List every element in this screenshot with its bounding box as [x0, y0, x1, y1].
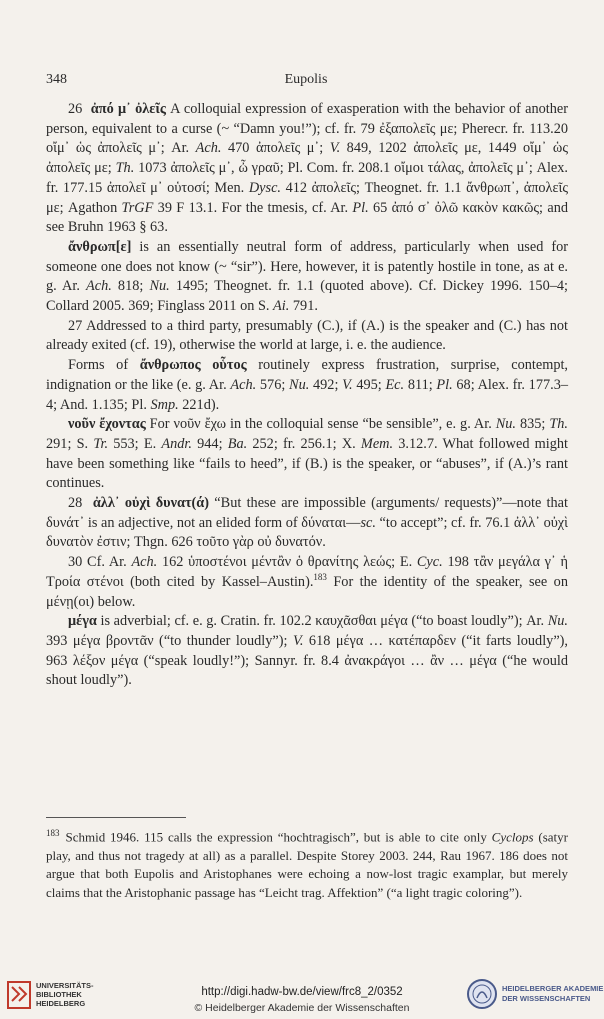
note-26: 26 ἀπό μ᾽ ὀλεῖς A colloquial expression of exasperation with the behavior of another person, equivalent to a curse (~ “Damn you!”); cf. fr. 79 ἐξαπολεῖς με; Pherecr. fr. 113.20 οἴμ᾽ ὡς ἀπολεῖς μ᾽; Ar. Ach. 470 ἀπολεῖς μ᾽; V. 849, 1202 ἀπολεῖς με, 1449 οἴμ᾽ ὡς ἀπολεῖς με; Th. 1073 ἀπολεῖς μ᾽, ὦ γραῦ; Pl. Com. fr. 208.1 οἴμοι τάλας, ἀπολεῖς μ᾽; Alex. fr. 177.15 ἀπολεῖ μ᾽ οὑτοσί; Men. Dysc. 412 ἀπολεῖς; Theognet. fr. 1.1 ἄνθρωπ᾽, ἀπολεῖς με; Agathon TrGF 39 F 13.1. For the tmesis, cf. Ar. Pl. 65 ἀπό σ᾽ ὀλῶ κακὸν κακῶς; and see Bruhn 1963 § 63.	[46, 101, 569, 236]
copyright: © Heidelberger Akademie der Wissenschaften	[194, 1002, 410, 1014]
lemma: ἀλλ᾽ οὐχὶ δυνατ(ά)	[92, 495, 210, 512]
lemma: νοῦν ἔχοντας	[68, 416, 146, 433]
note-28: 28 ἀλλ᾽ οὐχὶ δυνατ(ά) “But these are impossible (arguments/ requests)”—note that δυνάτ᾽ is an adjective, not an elided form of δύναται—sc. “to accept”; cf. fr. 76.1 ἀλλ᾽ οὐχὶ δυνατὸν ἐστιν; Thgn. 626 τοῦτο γὰρ οὐ δυνατόν.	[46, 495, 568, 551]
footnote-divider	[46, 817, 186, 818]
note-27: 27 Addressed to a third party, presumably (C.), if (A.) is the speaker and (C.) has not already exited (cf. 19), otherwise the world at large, i. e. the audience.	[46, 317, 568, 354]
note-anthropos: ἄνθρωπ[ε] is an essentially neutral form of address, particularly when used for someone one does not know (~ “sir”). Here, however, it is patently hostile in tone, as at e. g. Ar. Ach. 818; Nu. 1495; Theognet. fr. 1.1 (quoted above). Cf. Dickey 1996. 150–4; Collard 2005. 369; Finglass 2011 on S. Ai. 791.	[46, 238, 568, 315]
footnote-ref[interactable]: 183	[313, 572, 327, 583]
lemma: ἄνθρωπος οὗτος	[139, 357, 247, 374]
footnote-183: $^{183}$ Schmid 1946. 115 calls the expression “hochtragisch”, but is able to cite only Cyclops (satyr play, and thus not tragedy at all) as a parallel. Despite Storey 2003. 244, Rau 1967. 186 does not argue that both Eupolis and Aristophanes were echoing a now-lost tragic examplar, but merely claims that the Aristophanic passage has “Leicht trag. Affektion” (“a light tragic coloring”).	[46, 828, 568, 900]
lemma: ἀπό μ᾽ ὀλεῖς	[90, 101, 166, 117]
note-mega: μέγα is adverbial; cf. e. g. Cratin. fr. 102.2 καυχᾶσθαι μέγα (“to boast loudly”); Ar. Nu. 393 μέγα βροντᾶν (“to thunder loudly”); V. 618 μέγα … κατέπαρδεν (“it farts loudly”), 963 λέξον μέγα (“speak loudly!”); Sannyr. fr. 8.4 ἀνακράγοι … ἂν … μέγα (“he would shout loudly”).	[46, 613, 568, 689]
page-footer	[0, 975, 604, 1019]
university-library-name: UNIVERSITÄTS- BIBLIOTHEK HEIDELBERG	[36, 981, 94, 1008]
lemma: μέγα	[68, 613, 97, 630]
footnote-number: 183	[46, 828, 60, 838]
note-noun: νοῦν ἔχοντας For νοῦν ἔχω in the colloquial sense “be sensible”, e. g. Ar. Nu. 835; Th. 291; S. Tr. 553; E. Andr. 944; Ba. 252; fr. 256.1; X. Mem. 3.12.7. What followed might have been something like “fails to heed”, if (B.) is the speaker, or “abuses”, if (A.)’s rant continues.	[46, 416, 569, 492]
lemma: ἄνθρωπ[ε]	[68, 238, 132, 255]
academy-name: HEIDELBERGER AKADEMIE DER WISSENSCHAFTEN	[502, 984, 604, 1003]
page-number: 348	[46, 72, 67, 87]
running-title: Eupolis	[284, 72, 328, 87]
note-30: 30 Cf. Ar. Ach. 162 ὑποστένοι μέντἂν ὁ θρανίτης λεώς; E. Cyc. 198 τἂν μεγάλα γ᾽ ἡ Τροία στένοι (both cited by Kassel–Austin).$^{183}$ For the identity of the speaker, see on μένῃ(οι) below.	[46, 554, 568, 610]
page-header	[46, 72, 566, 92]
academy-seal-icon[interactable]	[466, 978, 498, 1010]
commentary-body	[46, 100, 568, 691]
note-forms: Forms of ἄνθρωπος οὗτος routinely express frustration, surprise, contempt, indignation or the like (e. g. Ar. Ach. 576; Nu. 492; V. 495; Ec. 811; Pl. 68; Alex. fr. 177.3–4; And. 1.135; Pl. Smp. 221d).	[46, 357, 569, 413]
permalink[interactable]: http://digi.hadw-bw.de/view/frc8_2/0352	[201, 986, 403, 998]
